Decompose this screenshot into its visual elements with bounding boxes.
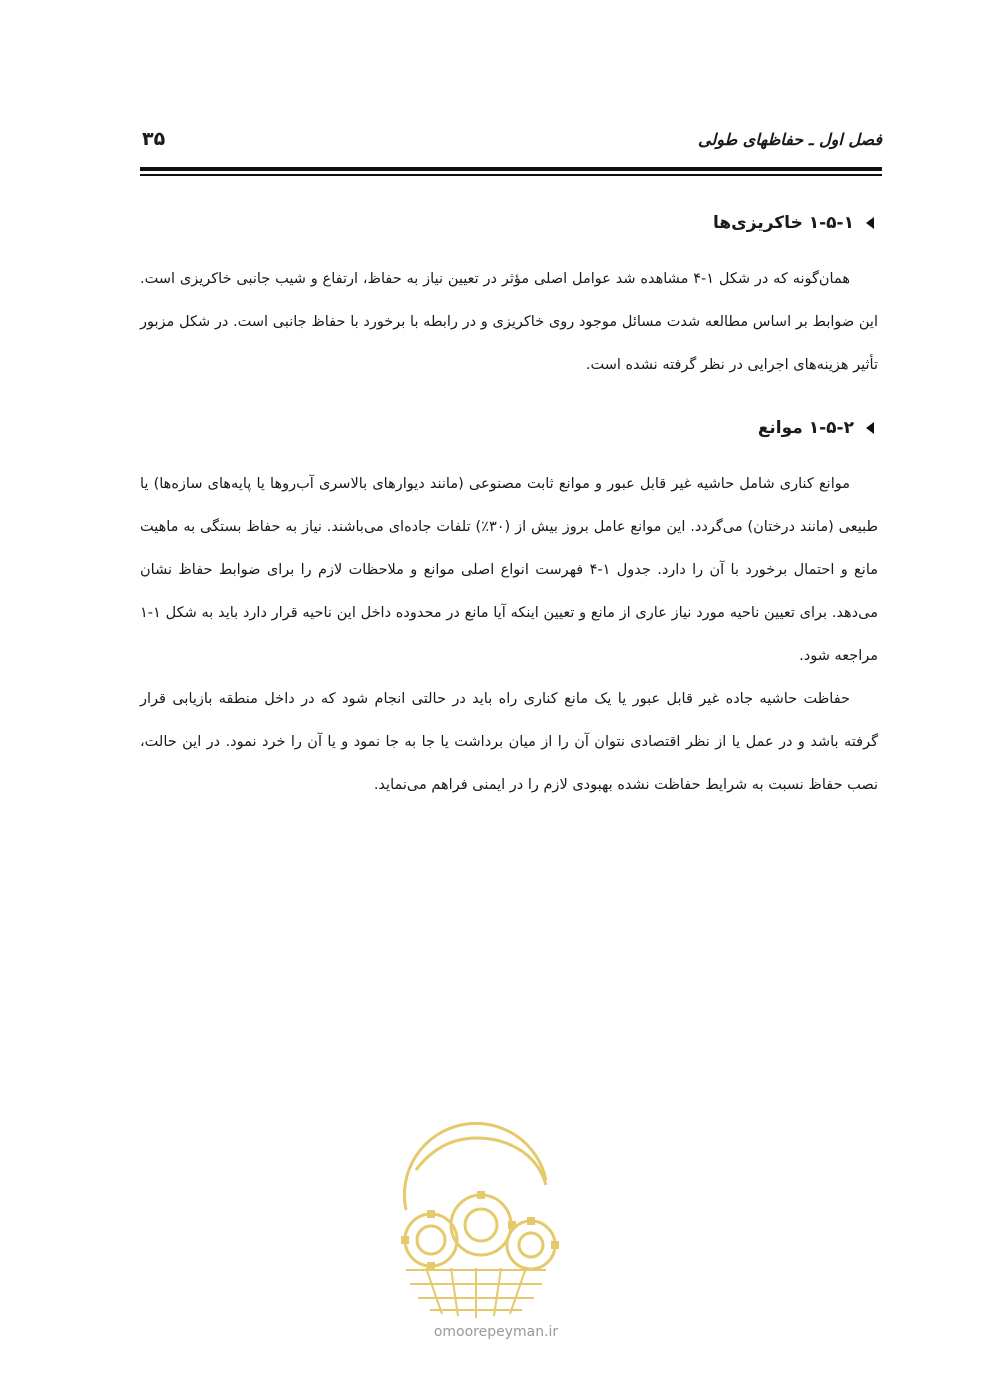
section-heading-embankments [140, 210, 878, 236]
header-rule-thick [140, 167, 882, 171]
header-rule-thin [140, 174, 882, 176]
page-number: ۳۵ [142, 128, 166, 150]
section-heading-obstacles [140, 415, 878, 441]
body-content [140, 210, 878, 807]
section-heading-text: ۱-۵-۲ موانع [757, 418, 854, 438]
watermark-url: omoorepeyman.ir [433, 1324, 559, 1340]
triangle-bullet-icon [866, 422, 874, 434]
paragraph: موانع کناری شامل حاشیه غیر قابل عبور و موانع ثابت مصنوعی (مانند دیوارهای بالاسری آب‌روها یا پایه‌های سازه‌ها) یا طبیعی (مانند درختان) می‌گردد. این موانع عامل بروز بیش از (۳۰٪) تلفات جاده‌ای می‌باشند. نیاز به حفاظ بستگی به ماهیت مانع و احتمال برخورد با آن را دارد. جدول ۱-۴ فهرست انواع اصلی موانع و ملاحظات لازم را برای ضوابط حفاظ نشان می‌دهد. برای تعیین ناحیه مورد نیاز عاری از مانع و تعیین اینکه آیا مانع در محدوده داخل این ناحیه قرار دارد باید به شکل ۱-۱ مراجعه شود. [140, 476, 878, 664]
watermark-logo [386, 1110, 566, 1322]
section-heading-text: ۱-۵-۱ خاکریزی‌ها [713, 213, 854, 233]
triangle-bullet-icon [866, 217, 874, 229]
paragraph: حفاظت حاشیه جاده غیر قابل عبور یا یک مانع کناری راه باید در حالتی انجام شود که در داخل منطقه بازیابی قرار گرفته باشد و در عمل یا از نظر اقتصادی نتوان آن را از میان برداشت یا جا به جا نمود و یا آن را خرد نمود. در این حالت، نصب حفاظ نسبت به شرایط حفاظت نشده بهبودی لازم را در ایمنی فراهم می‌نماید. [140, 691, 878, 793]
running-title: فصل اول ـ حفاظهای طولی [698, 130, 882, 149]
paragraph: همان‌گونه که در شکل ۱-۴ مشاهده شد عوامل اصلی مؤثر در تعیین نیاز به حفاظ، ارتفاع و شیب جانبی خاکریزی است. این ضوابط بر اساس مطالعه شدت مسائل موجود روی خاکریزی و در رابطه با برخورد با حفاظ جانبی است. در شکل مزبور تأثیر هزینه‌های اجرایی در نظر گرفته نشده است. [140, 271, 878, 373]
running-header [140, 128, 882, 162]
